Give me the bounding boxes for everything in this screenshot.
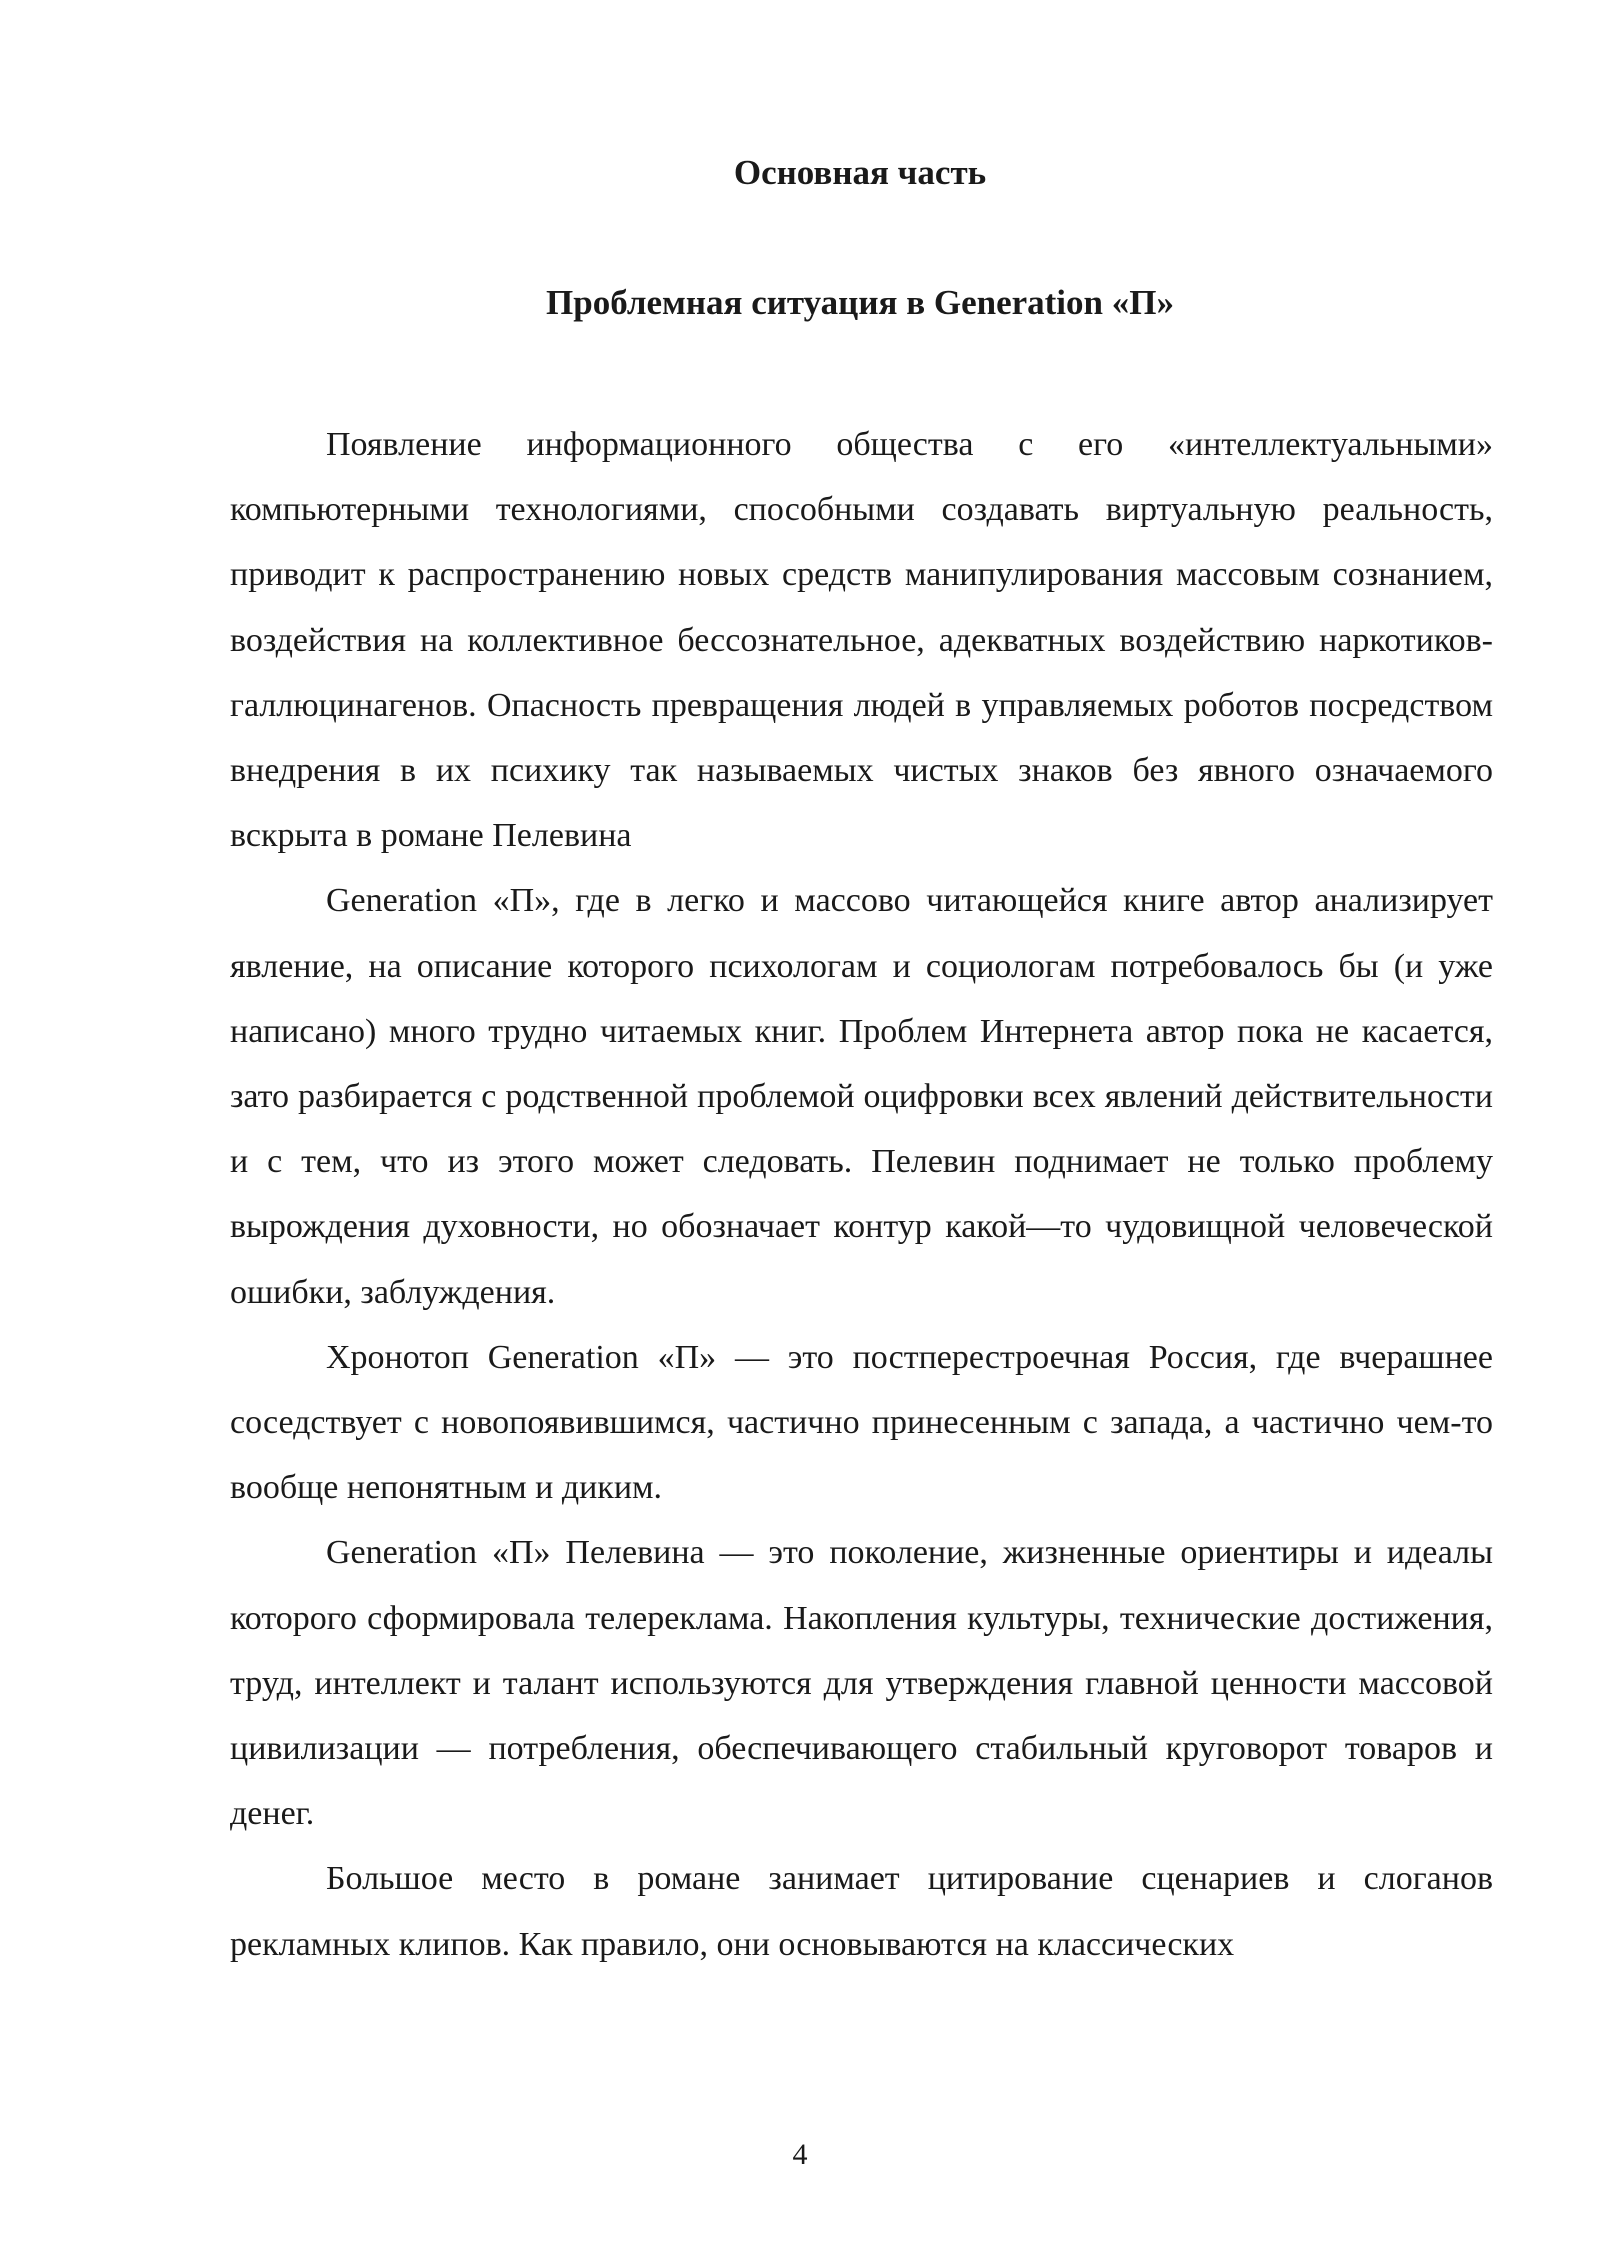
paragraph: Большое место в романе занимает цитирование сценариев и слоганов рекламных клипов. Как правило, они основываются на классических xyxy=(230,1860,1493,1963)
body-text xyxy=(230,412,1493,1977)
section-title: Основная часть xyxy=(733,153,987,192)
page-number: 4 xyxy=(792,2138,808,2171)
paragraph: Хронотоп Generation «П» — это постперестроечная Россия, где вчерашнее соседствует с новопоявившимся, частично принесенным с запада, а частично чем-то вообще непонятным и диким. xyxy=(230,1338,1493,1507)
paragraph: Generation «П», где в легко и массово читающейся книге автор анализирует явление, на описание которого психологам и социологам потребовалось бы (и уже написано) много трудно читаемых книг. Проблем Интернета автор пока не касается, зато разбирается с родственной проблемой оцифровки всех явлений действительности и с тем, что из этого может следовать. Пелевин поднимает не только проблему вырождения духовности, но обозначает контур какой—то чудовищной человеческой ошибки, заблуждения. xyxy=(230,882,1493,1311)
subsection-title: Проблемная ситуация в Generation «П» xyxy=(546,283,1174,322)
paragraph: Появление информационного общества с его «интеллектуальными» компьютерными технологиями, способными создавать виртуальную реальность, приводит к распространению новых средств манипулирования массовым сознанием, воздействия на коллективное бессознательное, адекватных воздействию наркотиков-галлюцинагенов. Опасность превращения людей в управляемых роботов посредством внедрения в их психику так называемых чистых знаков без явного означаемого вскрыта в романе Пелевина xyxy=(230,426,1493,855)
paragraph: Generation «П» Пелевина — это поколение, жизненные ориентиры и идеалы которого сформировала телереклама. Накопления культуры, технические достижения, труд, интеллект и талант используются для утверждения главной ценности массовой цивилизации — потребления, обеспечивающего стабильный круговорот товаров и денег. xyxy=(230,1534,1493,1833)
